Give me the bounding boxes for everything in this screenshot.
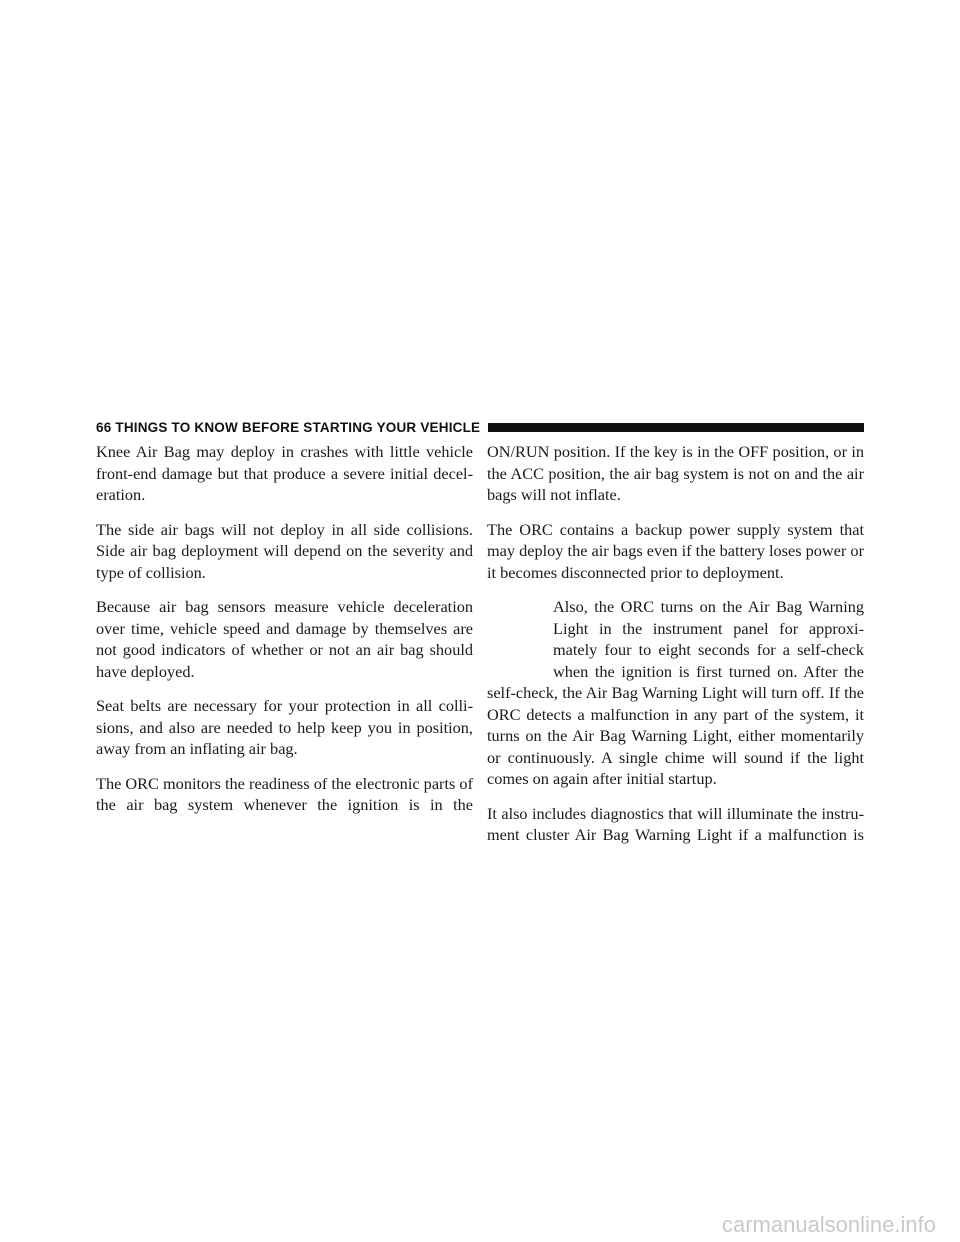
paragraph: ON/RUN position. If the key is in the OFF position, or in the ACC position, the air bag system is not on and the air bags will not inflate. — [487, 442, 864, 504]
paragraph: The ORC monitors the readiness of the electronic parts of the air bag system whenever the ignition is in the — [96, 773, 473, 814]
paragraph: It also includes diagnostics that will illuminate the instru-ment cluster Air Bag Warning Light if a malfunction is — [487, 803, 864, 844]
paragraph: Because air bag sensors measure vehicle deceleration over time, vehicle speed and damage by themselves are not good indicators of whether or not an air bag should have deployed. — [96, 597, 473, 681]
section-title: THINGS TO KNOW BEFORE STARTING YOUR VEHICLE — [115, 419, 481, 435]
paragraph: The side air bags will not deploy in all side collisions. Side air bag deployment will depend on the severity and type of collision. — [96, 519, 473, 582]
warning-light-icon-placeholder — [487, 596, 553, 682]
paragraph: Knee Air Bag may deploy in crashes with little vehicle front-end damage but that produce a severe initial decel-eration. — [96, 442, 473, 504]
paragraph: The ORC contains a backup power supply system that may deploy the air bags even if the battery loses power or it becomes disconnected prior to deployment. — [487, 519, 864, 582]
right-column — [487, 441, 864, 859]
page-header-text — [96, 420, 480, 435]
left-column — [96, 441, 473, 829]
paragraph: Also, the ORC turns on the Air Bag Warning Light in the instrument panel for approxi-mately four to eight seconds for a self-check when the ignition is first turned on. After the self-check, the Air Bag Warning Light will turn off. If the ORC detects a malfunction in any part of the system, it turns on the Air Bag Warning Light, either momentarily or continuously. A single chime will sound if the light comes on again after initial startup. — [487, 597, 864, 788]
watermark: carmanualsonline.info — [721, 1212, 936, 1237]
header-rule — [488, 423, 864, 432]
page-header — [96, 417, 864, 437]
page-number: 66 — [96, 419, 112, 435]
paragraph: Seat belts are necessary for your protection in all colli-sions, and also are needed to help keep you in position, away from an inflating air bag. — [96, 696, 473, 758]
icon-paragraph — [487, 596, 864, 790]
